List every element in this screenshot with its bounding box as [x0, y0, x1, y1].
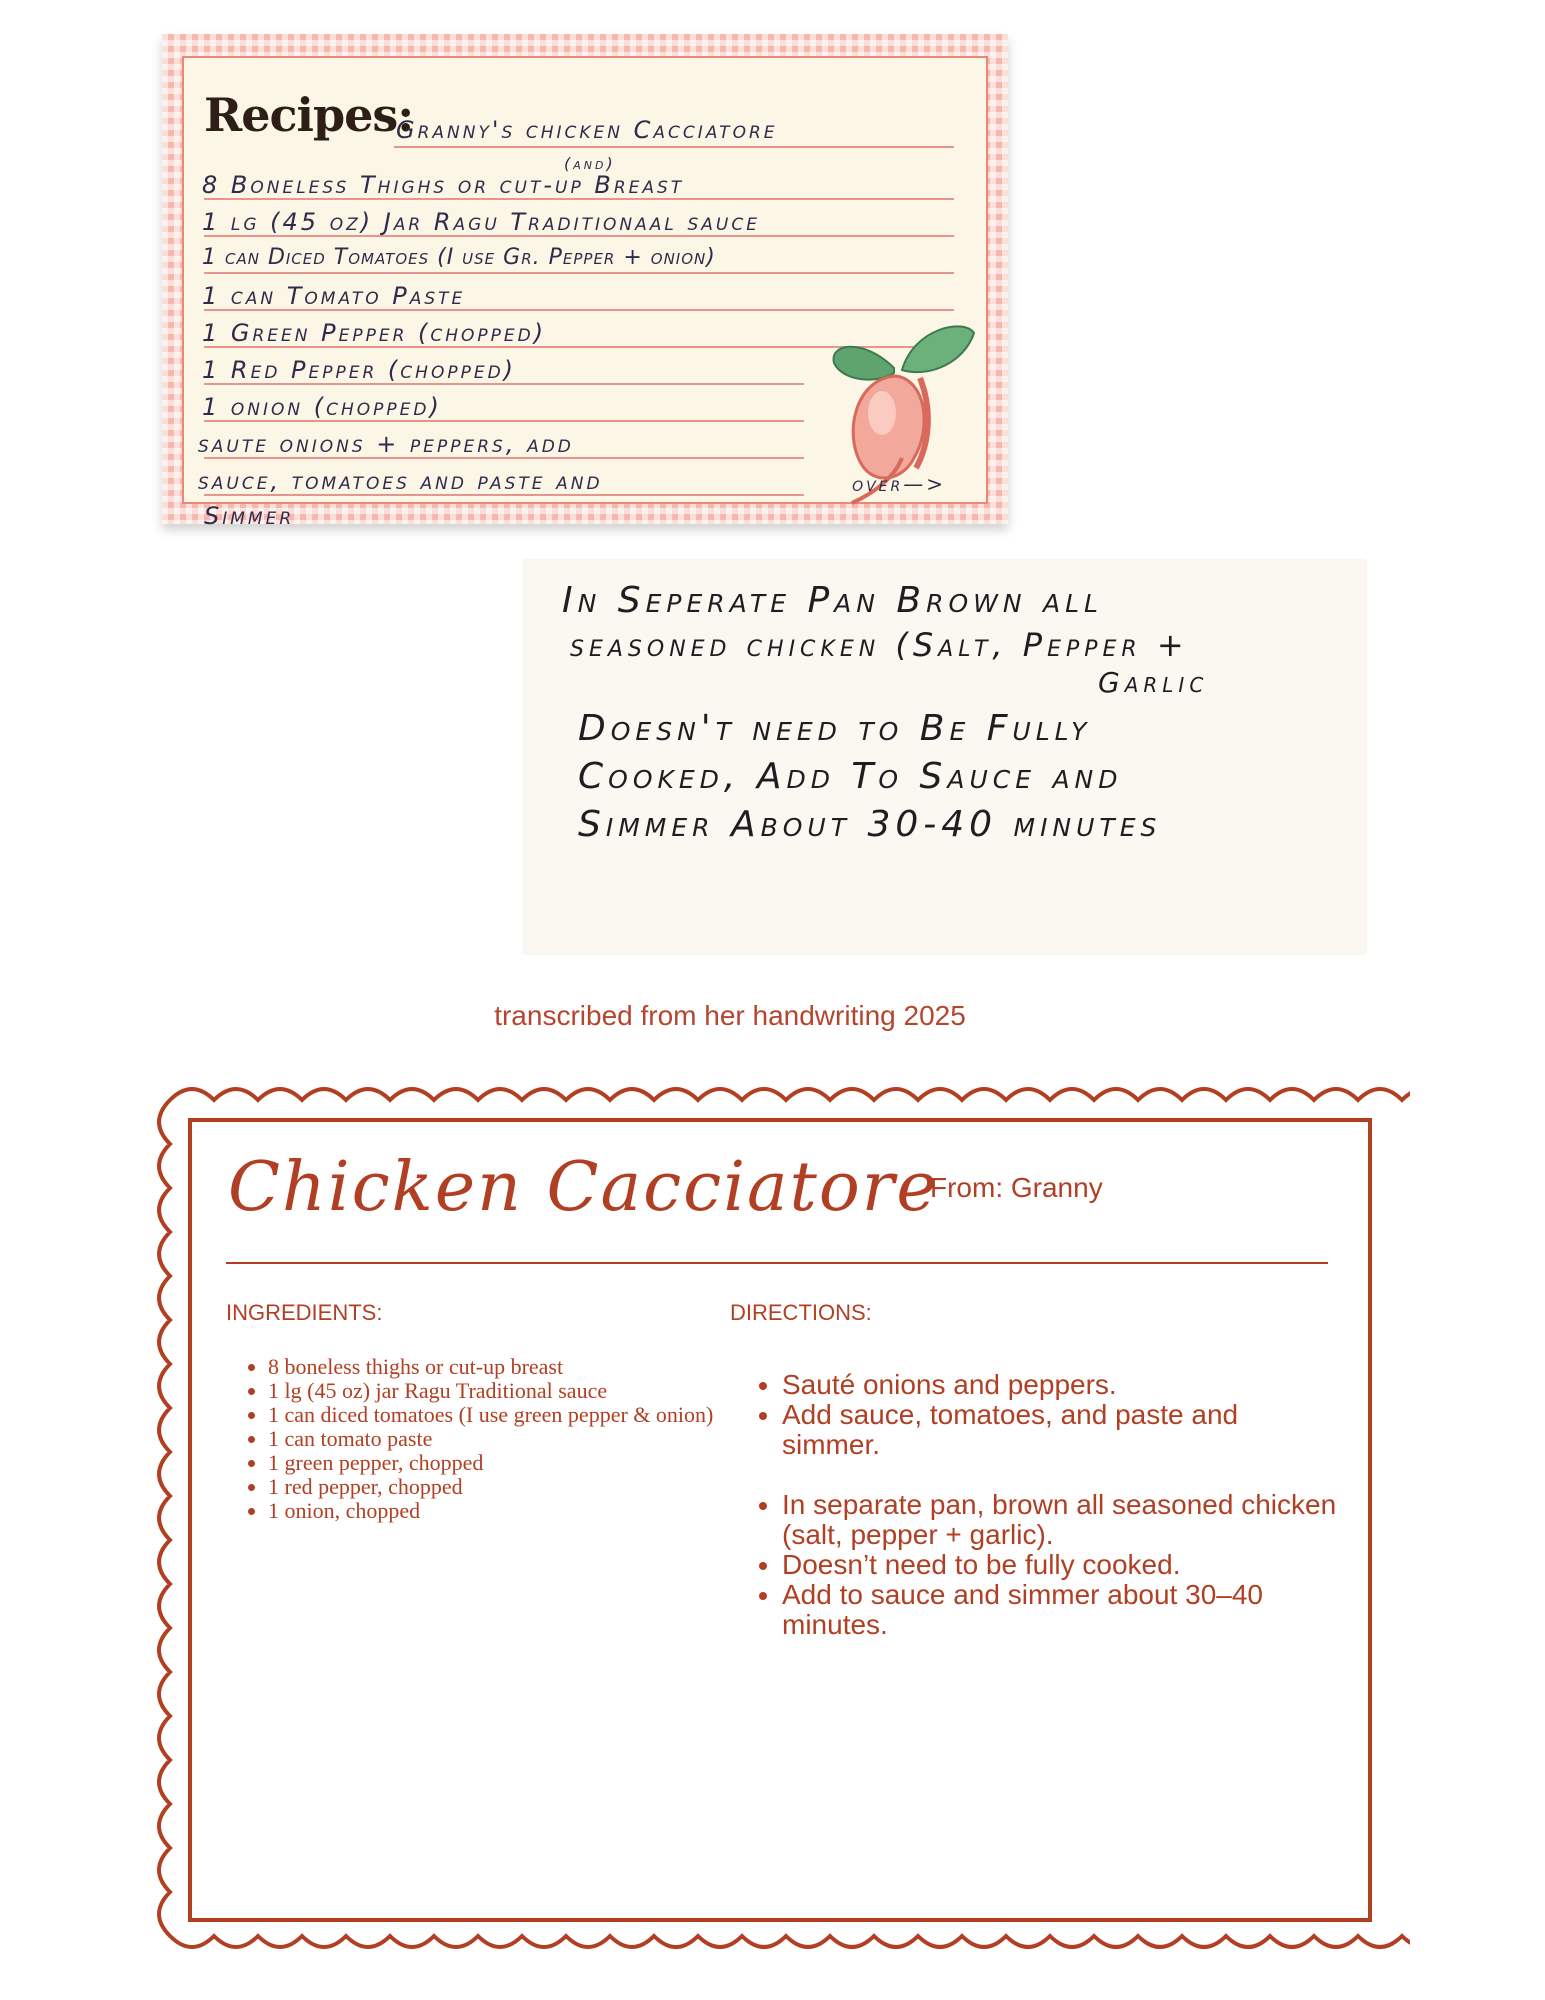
recipe-card-back: [524, 560, 1366, 954]
recipe-line: (and): [564, 154, 616, 173]
list-item: • 8 boneless thighs or cut-up breast: [268, 1355, 738, 1379]
title-divider: [226, 1262, 1328, 1264]
list-item: • Add to sauce and simmer about 30–40 minutes.: [782, 1580, 1342, 1640]
recipe-line: sauce, tomatoes and paste and: [198, 467, 603, 495]
list-item: • 1 can diced tomatoes (I use green pepper & onion): [268, 1403, 738, 1427]
directions-heading: DIRECTIONS:: [730, 1300, 872, 1325]
recipe-from: From: Granny: [930, 1172, 1103, 1203]
recipe-line: 1 can Diced Tomatoes (I use Gr. Pepper + onion): [202, 245, 716, 270]
back-line: In Seperate Pan Brown all: [562, 580, 1103, 621]
recipe-title: Chicken Cacciatore: [228, 1148, 939, 1227]
list-item: • 1 red pepper, chopped: [268, 1475, 738, 1499]
recipe-line: 8 Boneless Thighs or cut-up Breast: [202, 171, 685, 199]
recipe-line: 1 onion (chopped): [202, 393, 442, 421]
list-item: • Doesn’t need to be fully cooked.: [782, 1550, 1342, 1580]
caption: transcribed from her handwriting 2025: [494, 1000, 966, 1031]
back-line: Simmer About 30-40 minutes: [578, 804, 1162, 845]
recipe-card-front: [162, 34, 1008, 530]
directions-list: [744, 1370, 1342, 1640]
list-item: • 1 green pepper, chopped: [268, 1451, 738, 1475]
list-item: • Sauté onions and peppers.: [782, 1370, 1342, 1400]
recipe-line: 1 Green Pepper (chopped): [202, 319, 547, 347]
back-line: Garlic: [1098, 666, 1209, 699]
back-line: seasoned chicken (Salt, Pepper +: [570, 626, 1189, 664]
recipes-label: Recipes:: [204, 88, 414, 142]
card-inner: [182, 56, 988, 530]
recipe-line: saute onions + peppers, add: [198, 430, 574, 458]
ingredients-list: [234, 1355, 738, 1523]
ingredients-heading: INGREDIENTS:: [226, 1300, 383, 1325]
over-note: over—>: [852, 472, 946, 496]
recipe-line: Simmer: [204, 502, 295, 530]
list-item: • In separate pan, brown all seasoned chicken (salt, pepper + garlic).: [782, 1490, 1342, 1550]
list-item: • Add sauce, tomatoes, and paste and simmer.: [782, 1400, 1342, 1460]
recipe-line: 1 can Tomato Paste: [202, 282, 466, 310]
list-item: • 1 lg (45 oz) jar Ragu Traditional sauce: [268, 1379, 738, 1403]
back-line: Doesn't need to Be Fully: [578, 708, 1092, 749]
recipe-title-line: Granny's chicken Cacciatore: [396, 116, 778, 144]
list-item: • 1 can tomato paste: [268, 1427, 738, 1451]
recipe-line: 1 Red Pepper (chopped): [202, 356, 517, 384]
back-line: Cooked, Add To Sauce and: [578, 756, 1123, 797]
recipe-line: 1 lg (45 oz) Jar Ragu Traditionaal sauce: [202, 208, 760, 236]
list-item: • 1 onion, chopped: [268, 1499, 738, 1523]
